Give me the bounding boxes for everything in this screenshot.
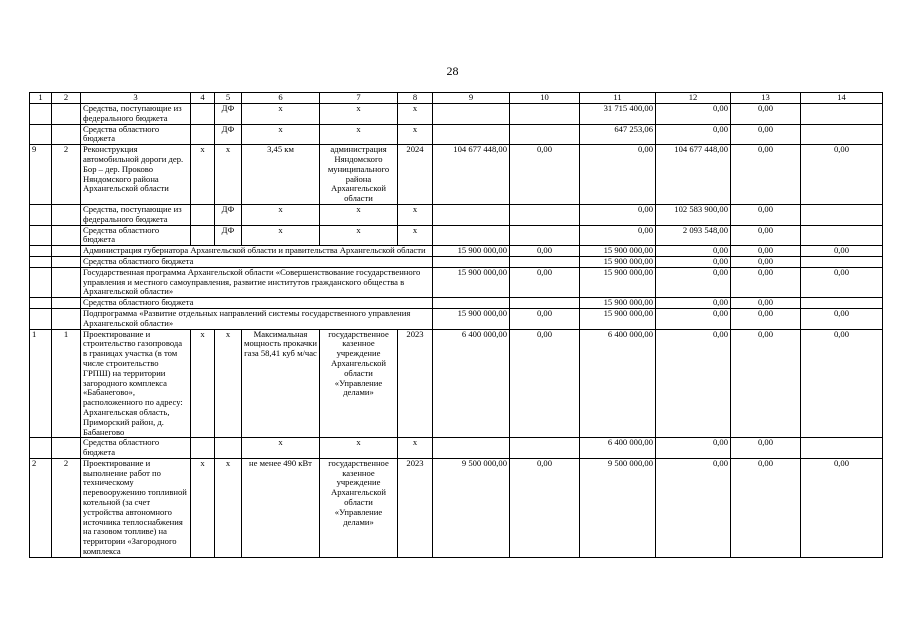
table-cell: х: [398, 438, 433, 459]
table-cell: [510, 225, 580, 246]
table-cell: 15 900 000,00: [433, 267, 510, 297]
table-cell: [433, 124, 510, 145]
table-cell: Средства, поступающие из федерального бюджета: [81, 204, 191, 225]
budget-table: [29, 92, 883, 558]
table-cell: Реконструкция автомобильной дороги дер. Бор – дер. Проково Няндомского района Архангельской области: [81, 145, 191, 205]
table-cell: [801, 104, 883, 125]
table-row: [30, 458, 883, 557]
table-cell: [52, 104, 81, 125]
section-label: Средства областного бюджета: [81, 298, 433, 309]
table-cell: х: [398, 124, 433, 145]
table-row: [30, 225, 883, 246]
column-number: 12: [656, 93, 731, 104]
table-cell: 6 400 000,00: [580, 329, 656, 438]
table-cell: [801, 438, 883, 459]
table-cell: администрация Няндомского муниципального района Архангельской области: [320, 145, 398, 205]
table-cell: [510, 104, 580, 125]
table-cell: 2: [52, 145, 81, 205]
column-number: 10: [510, 93, 580, 104]
table-row: [30, 329, 883, 438]
table-cell: не менее 490 кВт: [242, 458, 320, 557]
column-number: 1: [30, 93, 52, 104]
table-cell: х: [215, 458, 242, 557]
table-cell: ДФ: [215, 104, 242, 125]
table-cell: 0,00: [731, 104, 801, 125]
table-cell: 0,00: [656, 104, 731, 125]
table-cell: х: [191, 329, 215, 438]
table-cell: 0,00: [731, 438, 801, 459]
table-cell: 0,00: [731, 256, 801, 267]
table-cell: 2 093 548,00: [656, 225, 731, 246]
table-cell: 1: [52, 329, 81, 438]
table-cell: х: [242, 204, 320, 225]
table-cell: государственное казенное учреждение Архангельской области «Управление делами»: [320, 458, 398, 557]
table-cell: 9 500 000,00: [433, 458, 510, 557]
table-cell: 647 253,06: [580, 124, 656, 145]
table-cell: [30, 298, 52, 309]
table-cell: 0,00: [510, 145, 580, 205]
table-cell: 0,00: [580, 145, 656, 205]
table-cell: х: [320, 225, 398, 246]
table-cell: 0,00: [801, 458, 883, 557]
table-cell: [30, 308, 52, 329]
table-cell: х: [320, 204, 398, 225]
table-cell: х: [215, 329, 242, 438]
table-cell: Средства, поступающие из федерального бюджета: [81, 104, 191, 125]
table-cell: Средства областного бюджета: [81, 225, 191, 246]
column-number: 14: [801, 93, 883, 104]
table-cell: 102 583 900,00: [656, 204, 731, 225]
table-cell: 0,00: [580, 225, 656, 246]
table-cell: 0,00: [656, 246, 731, 257]
table-cell: [52, 256, 81, 267]
table-cell: 0,00: [801, 267, 883, 297]
table-cell: [30, 204, 52, 225]
table-cell: 15 900 000,00: [433, 246, 510, 257]
table-cell: [52, 267, 81, 297]
table-cell: 9 500 000,00: [580, 458, 656, 557]
table-cell: 0,00: [656, 438, 731, 459]
column-number: 9: [433, 93, 510, 104]
table-row: [30, 145, 883, 205]
table-cell: ДФ: [215, 225, 242, 246]
section-label: Государственная программа Архангельской области «Совершенствование государственного управления и местного самоуправления, развитие институтов гражданского общества в Архангельской области»: [81, 267, 433, 297]
table-row: [30, 267, 883, 297]
column-number: 13: [731, 93, 801, 104]
table-cell: 0,00: [510, 458, 580, 557]
table-cell: 0,00: [656, 256, 731, 267]
table-cell: 15 900 000,00: [580, 267, 656, 297]
table-cell: 0,00: [510, 246, 580, 257]
table-cell: [510, 438, 580, 459]
table-cell: 0,00: [510, 308, 580, 329]
table-cell: х: [242, 104, 320, 125]
table-cell: [30, 267, 52, 297]
column-number: 8: [398, 93, 433, 104]
section-label: Администрация губернатора Архангельской области и правительства Архангельской области: [81, 246, 433, 257]
table-cell: [433, 204, 510, 225]
table-cell: [433, 225, 510, 246]
table-cell: х: [242, 124, 320, 145]
table-row: [30, 308, 883, 329]
table-cell: [30, 124, 52, 145]
column-number: 2: [52, 93, 81, 104]
table-cell: 6 400 000,00: [580, 438, 656, 459]
table-cell: 0,00: [731, 298, 801, 309]
table-cell: 3,45 км: [242, 145, 320, 205]
table-cell: 0,00: [510, 267, 580, 297]
section-label: Средства областного бюджета: [81, 256, 433, 267]
table-cell: 1: [30, 329, 52, 438]
table-cell: х: [191, 458, 215, 557]
table-cell: 0,00: [656, 267, 731, 297]
table-cell: 0,00: [731, 225, 801, 246]
table-cell: 0,00: [731, 124, 801, 145]
table-cell: [52, 204, 81, 225]
table-row: [30, 104, 883, 125]
table-cell: [191, 124, 215, 145]
table-cell: [191, 204, 215, 225]
table-cell: 15 900 000,00: [580, 298, 656, 309]
table-cell: 0,00: [731, 204, 801, 225]
table-cell: [801, 124, 883, 145]
column-number: 3: [81, 93, 191, 104]
table-cell: [52, 124, 81, 145]
table-cell: Проектирование и строительство газопровода в границах участка (в том числе строительство ГРПШ) на территории загородного комплекса «Бабанегово», расположенного по адресу: Архангельская область, Приморский район, д. Бабанегово: [81, 329, 191, 438]
table-cell: 2023: [398, 458, 433, 557]
table-cell: 15 900 000,00: [433, 308, 510, 329]
table-cell: х: [242, 438, 320, 459]
table-cell: [191, 104, 215, 125]
table-cell: 0,00: [580, 204, 656, 225]
table-cell: 0,00: [656, 329, 731, 438]
table-cell: ДФ: [215, 124, 242, 145]
table-cell: 104 677 448,00: [433, 145, 510, 205]
table-cell: х: [320, 124, 398, 145]
table-cell: 0,00: [510, 329, 580, 438]
table-cell: [801, 225, 883, 246]
table-cell: [433, 438, 510, 459]
table-cell: [510, 298, 580, 309]
table-cell: х: [320, 438, 398, 459]
column-number: 5: [215, 93, 242, 104]
table-cell: 104 677 448,00: [656, 145, 731, 205]
table-cell: Максимальная мощность прокачки газа 58,41 куб м/час: [242, 329, 320, 438]
table-cell: 31 715 400,00: [580, 104, 656, 125]
table-cell: 2023: [398, 329, 433, 438]
table-cell: 0,00: [656, 124, 731, 145]
column-number: 11: [580, 93, 656, 104]
table-cell: 2: [52, 458, 81, 557]
table-cell: [52, 225, 81, 246]
table-cell: [191, 438, 215, 459]
table-cell: 0,00: [801, 329, 883, 438]
table-cell: 0,00: [731, 308, 801, 329]
table-cell: [510, 204, 580, 225]
page-number: 28: [446, 64, 459, 78]
table-cell: [510, 124, 580, 145]
table-cell: Средства областного бюджета: [81, 124, 191, 145]
table-cell: [801, 204, 883, 225]
table-cell: [52, 246, 81, 257]
table-cell: 2: [30, 458, 52, 557]
table-cell: х: [191, 145, 215, 205]
table-cell: 0,00: [731, 329, 801, 438]
column-number: 6: [242, 93, 320, 104]
table-cell: [30, 438, 52, 459]
table-cell: [433, 298, 510, 309]
table-cell: 0,00: [656, 308, 731, 329]
table-cell: 15 900 000,00: [580, 308, 656, 329]
table-row: [30, 298, 883, 309]
table-cell: 0,00: [801, 246, 883, 257]
table-cell: 9: [30, 145, 52, 205]
table-cell: 6 400 000,00: [433, 329, 510, 438]
table-cell: 0,00: [801, 145, 883, 205]
table-row: [30, 124, 883, 145]
table-cell: [801, 256, 883, 267]
table-cell: [52, 438, 81, 459]
table-cell: х: [398, 204, 433, 225]
table-cell: ДФ: [215, 204, 242, 225]
column-number: 4: [191, 93, 215, 104]
table-cell: [30, 104, 52, 125]
table-cell: х: [242, 225, 320, 246]
table-cell: 2024: [398, 145, 433, 205]
table-cell: [191, 225, 215, 246]
table-cell: [510, 256, 580, 267]
table-cell: [433, 256, 510, 267]
table-cell: 0,00: [656, 298, 731, 309]
table-cell: х: [215, 145, 242, 205]
table-cell: [30, 246, 52, 257]
table-cell: [52, 308, 81, 329]
table-cell: государственное казенное учреждение Архангельской области «Управление делами»: [320, 329, 398, 438]
column-number-row: [30, 93, 883, 104]
table-cell: 0,00: [731, 145, 801, 205]
table-cell: 0,00: [731, 458, 801, 557]
table-row: [30, 438, 883, 459]
table-cell: х: [320, 104, 398, 125]
section-label: Подпрограмма «Развитие отдельных направлений системы государственного управления Архангельской области»: [81, 308, 433, 329]
table-cell: [433, 104, 510, 125]
table-cell: Проектирование и выполнение работ по техническому перевооружению топливной котельной (за счет устройства автономного источника теплоснабжения на газовом топливе) на территории «Загородного комплекса: [81, 458, 191, 557]
table-cell: 0,00: [801, 308, 883, 329]
table-cell: х: [398, 225, 433, 246]
table-cell: Средства областного бюджета: [81, 438, 191, 459]
table-cell: 15 900 000,00: [580, 256, 656, 267]
table-row: [30, 256, 883, 267]
table-cell: 0,00: [656, 458, 731, 557]
column-number: 7: [320, 93, 398, 104]
table-row: [30, 204, 883, 225]
table-cell: 15 900 000,00: [580, 246, 656, 257]
table-cell: х: [398, 104, 433, 125]
table-row: [30, 246, 883, 257]
table-cell: [30, 256, 52, 267]
table-cell: 0,00: [731, 267, 801, 297]
table-cell: [801, 298, 883, 309]
table-cell: 0,00: [731, 246, 801, 257]
table-cell: [30, 225, 52, 246]
table-cell: [215, 438, 242, 459]
table-cell: [52, 298, 81, 309]
